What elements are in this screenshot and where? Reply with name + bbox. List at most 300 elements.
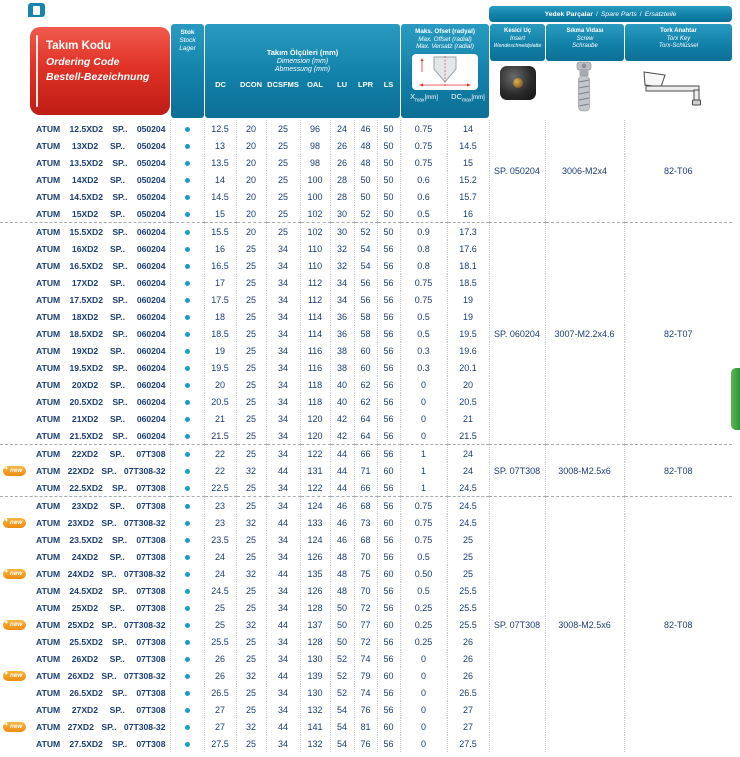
tool-code-cell: [0, 342, 170, 359]
stock-dot: [185, 247, 190, 252]
value-cell: 20.5: [204, 393, 236, 410]
stock-cell: [170, 599, 204, 616]
value-cell: 34: [266, 393, 300, 410]
tool-code-cell: [0, 205, 170, 223]
tool-code-cell: [0, 735, 170, 752]
tool-code-cell: [0, 427, 170, 445]
value-cell: 46: [330, 514, 354, 531]
value-cell: 139: [300, 667, 330, 684]
value-cell: 20: [236, 188, 266, 205]
value-cell: 25: [236, 393, 266, 410]
tool-code: ATUM 21XD2 SP.. 060204: [36, 413, 166, 424]
value-cell: 32: [236, 616, 266, 633]
value-cell: 14: [204, 171, 236, 188]
value-cell: 44: [266, 718, 300, 735]
stock-cell: [170, 223, 204, 241]
value-cell: 50: [330, 633, 354, 650]
value-cell: 26: [204, 667, 236, 684]
value-cell: 56: [377, 291, 400, 308]
value-cell: 21: [204, 410, 236, 427]
value-cell: 52: [354, 205, 377, 223]
value-cell: 25: [236, 531, 266, 548]
stock-dot: [185, 538, 190, 543]
value-cell: 128: [300, 599, 330, 616]
stock-dot: [185, 742, 190, 747]
value-cell: 18: [204, 308, 236, 325]
value-cell: 50: [330, 599, 354, 616]
stock-cell: [170, 582, 204, 599]
insert-label-tr: Kesici Uç: [503, 28, 531, 34]
tool-code: ATUM 15XD2 SP.. 050204: [36, 208, 166, 219]
tool-code: ATUM 22XD2 SP.. 07T308-32: [36, 465, 166, 476]
stock-dot: [185, 708, 190, 713]
value-cell: 60: [377, 616, 400, 633]
value-cell: 26.5: [204, 684, 236, 701]
value-cell: 60: [354, 359, 377, 376]
value-cell: 20: [236, 223, 266, 241]
tool-code-cell: [0, 462, 170, 479]
value-cell: 40: [330, 393, 354, 410]
spare-parts-header: Yedek Parçalar / Spare Parts / Ersatzteile: [489, 6, 732, 22]
value-cell: 56: [377, 582, 400, 599]
value-cell: 72: [354, 599, 377, 616]
stock-cell: [170, 531, 204, 548]
dim-col-label: OAL: [307, 79, 323, 89]
value-cell: 24: [447, 445, 489, 463]
value-cell: 44: [266, 616, 300, 633]
value-cell: 21.5: [447, 427, 489, 445]
value-cell: 25: [266, 188, 300, 205]
value-cell: 44: [330, 462, 354, 479]
tool-code-cell: [0, 650, 170, 667]
dim-col-label: LPR: [358, 79, 373, 89]
dimensions-label-de: Abmessung (mm): [274, 66, 331, 73]
value-cell: 25: [266, 223, 300, 241]
value-cell: 15: [447, 154, 489, 171]
value-cell: 38: [330, 342, 354, 359]
stock-dot: [185, 486, 190, 491]
table-body: [0, 120, 732, 752]
value-cell: 20: [236, 120, 266, 137]
new-badge: ✦ new: [3, 620, 26, 630]
value-cell: 50: [377, 120, 400, 137]
value-cell: 25.5: [204, 633, 236, 650]
value-cell: 46: [354, 120, 377, 137]
value-cell: 56: [377, 325, 400, 342]
value-cell: 98: [300, 137, 330, 154]
tool-code-cell: [0, 479, 170, 497]
value-cell: 46: [330, 497, 354, 515]
insert-code-cell: SP. 07T308: [489, 445, 545, 497]
screw-label-de: Schraube: [572, 43, 598, 49]
value-cell: 0: [400, 650, 447, 667]
value-cell: 56: [377, 393, 400, 410]
value-cell: 38: [330, 359, 354, 376]
value-cell: 0: [400, 701, 447, 718]
tool-code-cell: [0, 359, 170, 376]
stock-dot: [185, 674, 190, 679]
tool-code: ATUM 16XD2 SP.. 060204: [36, 243, 166, 254]
dimensions-label-tr: Takım Ölçüleri (mm): [266, 48, 339, 57]
value-cell: 72: [354, 633, 377, 650]
tool-code-cell: [0, 565, 170, 582]
value-cell: 23: [204, 497, 236, 515]
tool-code: ATUM 24XD2 SP.. 07T308: [36, 551, 166, 562]
value-cell: 34: [266, 445, 300, 463]
tool-code: ATUM 27.5XD2 SP.. 07T308: [36, 738, 166, 749]
dim-col-label: LS: [383, 79, 394, 89]
value-cell: 132: [300, 735, 330, 752]
value-cell: 34: [266, 359, 300, 376]
value-cell: 20: [236, 137, 266, 154]
value-cell: 56: [377, 445, 400, 463]
value-cell: 34: [266, 274, 300, 291]
value-cell: 27: [447, 718, 489, 735]
value-cell: 68: [354, 497, 377, 515]
value-cell: 32: [236, 462, 266, 479]
value-cell: 56: [377, 497, 400, 515]
catalog-table: [0, 120, 732, 752]
tool-code-cell: [0, 548, 170, 565]
value-cell: 126: [300, 548, 330, 565]
value-cell: 54: [330, 718, 354, 735]
stock-dot: [185, 144, 190, 149]
value-cell: 60: [377, 565, 400, 582]
value-cell: 102: [300, 205, 330, 223]
stock-dot: [185, 589, 190, 594]
value-cell: 25: [266, 137, 300, 154]
value-cell: 50: [354, 188, 377, 205]
value-cell: 116: [300, 342, 330, 359]
value-cell: 52: [330, 667, 354, 684]
stock-cell: [170, 565, 204, 582]
stock-cell: [170, 137, 204, 154]
dimensions-header: [205, 24, 400, 118]
value-cell: 28: [330, 171, 354, 188]
stock-cell: [170, 497, 204, 515]
value-cell: 0.5: [400, 582, 447, 599]
value-cell: 25: [266, 171, 300, 188]
value-cell: 34: [266, 308, 300, 325]
value-cell: 100: [300, 171, 330, 188]
torx-header: [625, 24, 732, 61]
value-cell: 19.5: [447, 325, 489, 342]
value-cell: 56: [377, 633, 400, 650]
value-cell: 14: [447, 120, 489, 137]
tool-code-cell: [0, 701, 170, 718]
value-cell: 32: [236, 667, 266, 684]
value-cell: 54: [354, 257, 377, 274]
stock-cell: [170, 479, 204, 497]
stock-cell: [170, 325, 204, 342]
stock-dot: [185, 264, 190, 269]
tool-code: ATUM 22XD2 SP.. 07T308: [36, 448, 166, 459]
value-cell: 0.75: [400, 514, 447, 531]
value-cell: 48: [354, 154, 377, 171]
tool-code: ATUM 24.5XD2 SP.. 07T308: [36, 585, 166, 596]
value-cell: 112: [300, 274, 330, 291]
stock-dot: [185, 332, 190, 337]
tool-code-cell: [0, 582, 170, 599]
value-cell: 25: [236, 274, 266, 291]
value-cell: 34: [266, 479, 300, 497]
new-badge: ✦ new: [3, 466, 26, 476]
value-cell: 52: [330, 650, 354, 667]
value-cell: 56: [377, 359, 400, 376]
tool-code-cell: [0, 616, 170, 633]
value-cell: 48: [330, 565, 354, 582]
value-cell: 34: [266, 410, 300, 427]
value-cell: 70: [354, 548, 377, 565]
value-cell: 25: [447, 565, 489, 582]
value-cell: 56: [377, 240, 400, 257]
tool-code-cell: [0, 667, 170, 684]
value-cell: 25: [266, 154, 300, 171]
new-badge: ✦ new: [3, 569, 26, 579]
value-cell: 64: [354, 410, 377, 427]
stock-cell: [170, 120, 204, 137]
stock-cell: [170, 667, 204, 684]
stock-dot: [185, 469, 190, 474]
table-row: [0, 120, 732, 137]
value-cell: 26: [330, 154, 354, 171]
value-cell: 25: [236, 427, 266, 445]
value-cell: 27: [204, 701, 236, 718]
stock-cell: [170, 291, 204, 308]
tool-code-cell: [0, 410, 170, 427]
value-cell: 74: [354, 684, 377, 701]
value-cell: 20: [236, 205, 266, 223]
value-cell: 44: [330, 479, 354, 497]
value-cell: 25.5: [447, 599, 489, 616]
stock-dot: [185, 349, 190, 354]
stock-dot: [185, 383, 190, 388]
value-cell: 58: [354, 325, 377, 342]
insert-label-en: Insert: [509, 35, 525, 42]
value-cell: 0.75: [400, 137, 447, 154]
value-cell: 52: [330, 684, 354, 701]
stock-cell: [170, 427, 204, 445]
value-cell: 130: [300, 684, 330, 701]
value-cell: 14.5: [447, 137, 489, 154]
value-cell: 15: [204, 205, 236, 223]
value-cell: 34: [266, 633, 300, 650]
value-cell: 34: [266, 684, 300, 701]
value-cell: 34: [266, 376, 300, 393]
value-cell: 75: [354, 565, 377, 582]
value-cell: 25: [236, 479, 266, 497]
stock-cell: [170, 633, 204, 650]
value-cell: 0: [400, 427, 447, 445]
value-cell: 13: [204, 137, 236, 154]
value-cell: 62: [354, 376, 377, 393]
value-cell: 20.5: [447, 393, 489, 410]
stock-cell: [170, 701, 204, 718]
value-cell: 50: [377, 137, 400, 154]
value-cell: 24: [204, 565, 236, 582]
value-cell: 141: [300, 718, 330, 735]
tool-code-cell: [0, 223, 170, 241]
stock-cell: [170, 514, 204, 531]
value-cell: 25.5: [447, 582, 489, 599]
value-cell: 122: [300, 479, 330, 497]
value-cell: 16: [447, 205, 489, 223]
value-cell: 0.6: [400, 171, 447, 188]
tool-code: ATUM 12.5XD2 SP.. 050204: [36, 123, 166, 134]
value-cell: 24: [330, 120, 354, 137]
value-cell: 36: [330, 325, 354, 342]
spare-parts-label-en: Spare Parts: [600, 10, 637, 18]
value-cell: 110: [300, 257, 330, 274]
value-cell: 60: [377, 718, 400, 735]
value-cell: 42: [330, 427, 354, 445]
tool-code-cell: [0, 445, 170, 463]
torx-key-drawing: [640, 66, 718, 110]
dim-col-label: DCSFMS: [267, 79, 299, 89]
value-cell: 68: [354, 531, 377, 548]
value-cell: 18.5: [447, 274, 489, 291]
value-cell: 56: [377, 735, 400, 752]
value-cell: 0.8: [400, 240, 447, 257]
value-cell: 26: [204, 650, 236, 667]
stock-cell: [170, 205, 204, 223]
value-cell: 58: [354, 308, 377, 325]
value-cell: 112: [300, 291, 330, 308]
value-cell: 25: [266, 205, 300, 223]
value-cell: 81: [354, 718, 377, 735]
value-cell: 66: [354, 479, 377, 497]
tool-code: ATUM 13.5XD2 SP.. 050204: [36, 157, 166, 168]
insert-header: [490, 24, 545, 61]
value-cell: 56: [377, 308, 400, 325]
value-cell: 16.5: [204, 257, 236, 274]
stock-cell: [170, 462, 204, 479]
value-cell: 133: [300, 514, 330, 531]
tool-code: ATUM 26XD2 SP.. 07T308-32: [36, 670, 166, 681]
value-cell: 116: [300, 359, 330, 376]
value-cell: 56: [377, 427, 400, 445]
value-cell: 19: [447, 308, 489, 325]
value-cell: 0: [400, 684, 447, 701]
torx-label-de: Torx-Schlüssel: [658, 43, 699, 49]
ordering-code-label-tr: Takım Kodu: [46, 40, 111, 52]
ordering-code-label-de: Bestell-Bezeichnung: [46, 71, 150, 83]
value-cell: 19.5: [204, 359, 236, 376]
value-cell: 60: [377, 514, 400, 531]
stock-dot: [185, 623, 190, 628]
stock-cell: [170, 188, 204, 205]
value-cell: 76: [354, 735, 377, 752]
value-cell: 17: [204, 274, 236, 291]
tool-code: ATUM 21.5XD2 SP.. 060204: [36, 430, 166, 441]
value-cell: 24.5: [447, 514, 489, 531]
value-cell: 20.1: [447, 359, 489, 376]
insert-label-de: Wendeschneidplatte: [493, 43, 542, 49]
value-cell: 110: [300, 240, 330, 257]
value-cell: 0.5: [400, 548, 447, 565]
torx-label-tr: Tork Anahtar: [660, 28, 697, 34]
value-cell: 34: [330, 291, 354, 308]
value-cell: 27.5: [204, 735, 236, 752]
stock-cell: [170, 240, 204, 257]
tool-code: ATUM 19.5XD2 SP.. 060204: [36, 362, 166, 373]
value-cell: 34: [266, 291, 300, 308]
value-cell: 114: [300, 325, 330, 342]
stock-header: [171, 24, 204, 118]
value-cell: 32: [236, 565, 266, 582]
stock-cell: [170, 445, 204, 463]
tool-code-cell: [0, 497, 170, 515]
value-cell: 19.6: [447, 342, 489, 359]
stock-dot: [185, 161, 190, 166]
value-cell: 0.5: [400, 205, 447, 223]
value-cell: 34: [266, 735, 300, 752]
value-cell: 40: [330, 376, 354, 393]
value-cell: 0.9: [400, 223, 447, 241]
value-cell: 64: [354, 427, 377, 445]
stock-dot: [185, 315, 190, 320]
torx-label-en: Torx Key: [666, 35, 691, 42]
value-cell: 25: [266, 120, 300, 137]
value-cell: 130: [300, 650, 330, 667]
table-row: [0, 223, 732, 241]
value-cell: 14.5: [204, 188, 236, 205]
value-cell: 25: [236, 410, 266, 427]
tool-code: ATUM 18XD2 SP.. 060204: [36, 311, 166, 322]
dimension-column-labels: [205, 80, 400, 89]
value-cell: 124: [300, 497, 330, 515]
stock-dot: [185, 417, 190, 422]
value-cell: 54: [354, 240, 377, 257]
value-cell: 25: [236, 701, 266, 718]
value-cell: 0.6: [400, 188, 447, 205]
tool-code-cell: [0, 514, 170, 531]
value-cell: 26.5: [447, 684, 489, 701]
ordering-code-label-en: Ordering Code: [46, 56, 120, 68]
value-cell: 25: [236, 684, 266, 701]
value-cell: 17.3: [447, 223, 489, 241]
stock-dot: [185, 195, 190, 200]
stock-label-en: Stock: [179, 37, 196, 44]
value-cell: 50: [377, 188, 400, 205]
value-cell: 25: [236, 359, 266, 376]
value-cell: 22: [204, 462, 236, 479]
screw-code-cell: 3008-M2.5x6: [545, 497, 624, 753]
tool-code-cell: [0, 325, 170, 342]
tool-code-cell: [0, 120, 170, 137]
value-cell: 20: [204, 376, 236, 393]
offset-label-tr: Maks. Ofset (radyal): [415, 28, 475, 35]
value-cell: 102: [300, 223, 330, 241]
stock-cell: [170, 548, 204, 565]
value-cell: 21: [447, 410, 489, 427]
tool-code-cell: [0, 257, 170, 274]
value-cell: 34: [266, 325, 300, 342]
value-cell: 0.8: [400, 257, 447, 274]
tool-code-cell: [0, 308, 170, 325]
tool-code: ATUM 26XD2 SP.. 07T308: [36, 653, 166, 664]
value-cell: 66: [354, 445, 377, 463]
value-cell: 50: [330, 616, 354, 633]
value-cell: 48: [330, 582, 354, 599]
value-cell: 56: [354, 274, 377, 291]
value-cell: 56: [377, 410, 400, 427]
tool-code: ATUM 20.5XD2 SP.. 060204: [36, 396, 166, 407]
stock-dot: [185, 504, 190, 509]
tool-code: ATUM 14.5XD2 SP.. 050204: [36, 191, 166, 202]
value-cell: 0.3: [400, 342, 447, 359]
value-cell: 137: [300, 616, 330, 633]
